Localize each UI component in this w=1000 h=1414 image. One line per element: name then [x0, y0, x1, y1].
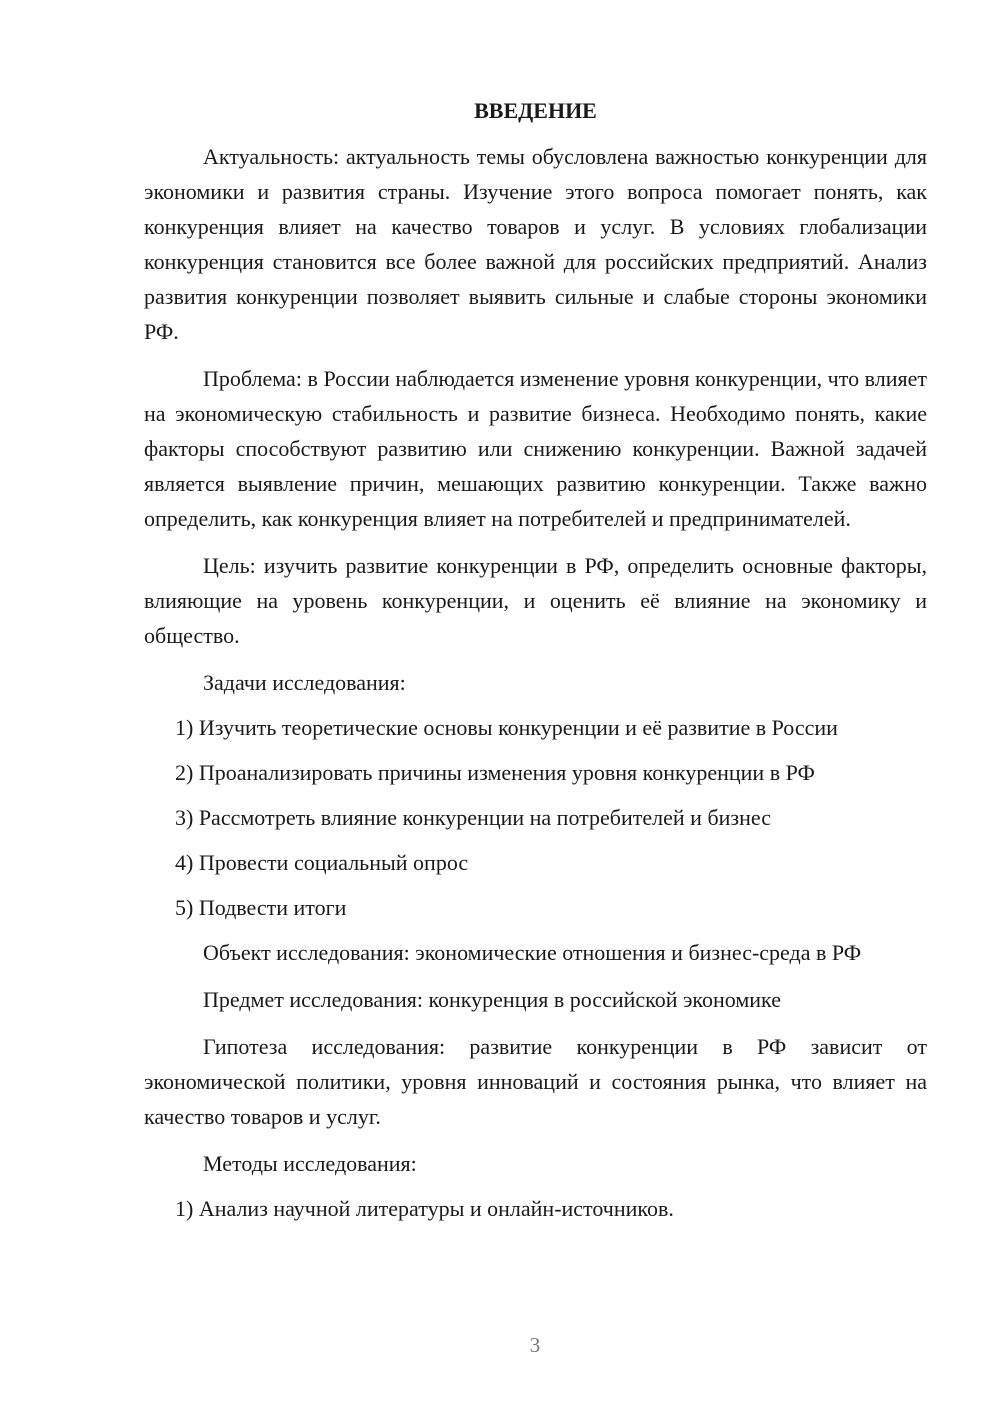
tasks-heading: Задачи исследования: — [203, 670, 406, 695]
task-item-4: 4) Провести социальный опрос — [175, 850, 469, 875]
task-item-3: 3) Рассмотреть влияние конкуренции на потребителей и бизнес — [175, 805, 771, 830]
hypothesis-paragraph: Гипотеза исследования: развитие конкуренции в РФ зависит от экономической политики, уровня инноваций и состояния рынка, что влияет на качество товаров и услуг. — [144, 1034, 927, 1129]
subject-paragraph: Предмет исследования: конкуренция в российской экономике — [203, 987, 781, 1012]
relevance-paragraph: Актуальность: актуальность темы обусловлена важностью конкуренции для экономики и развития страны. Изучение этого вопроса помогает понять, как конкуренция влияет на качество товаров и услуг. В условиях глобализации конкуренция становится все более важной для российских предприятий. Анализ развития конкуренции позволяет выявить сильные и слабые стороны экономики РФ. — [144, 144, 927, 344]
task-item-1: 1) Изучить теоретические основы конкуренции и её развитие в России — [175, 715, 838, 740]
methods-heading: Методы исследования: — [203, 1151, 417, 1176]
task-item-2: 2) Проанализировать причины изменения уровня конкуренции в РФ — [175, 760, 815, 785]
task-item-5: 5) Подвести итоги — [175, 895, 347, 920]
method-item-1: 1) Анализ научной литературы и онлайн-источников. — [175, 1196, 674, 1221]
document-page — [144, 96, 927, 1236]
section-title: ВВЕДЕНИЕ — [474, 98, 597, 123]
goal-paragraph: Цель: изучить развитие конкуренции в РФ, определить основные факторы, влияющие на уровень конкуренции, и оценить её влияние на экономику и общество. — [144, 553, 927, 648]
problem-paragraph: Проблема: в России наблюдается изменение уровня конкуренции, что влияет на экономическую стабильность и развитие бизнеса. Необходимо понять, какие факторы способствуют развитию или снижению конкуренции. Важной задачей является выявление причин, мешающих развитию конкуренции. Также важно определить, как конкуренция влияет на потребителей и предпринимателей. — [144, 366, 927, 531]
object-paragraph: Объект исследования: экономические отношения и бизнес-среда в РФ — [203, 940, 862, 965]
page-number: 3 — [529, 1333, 541, 1357]
